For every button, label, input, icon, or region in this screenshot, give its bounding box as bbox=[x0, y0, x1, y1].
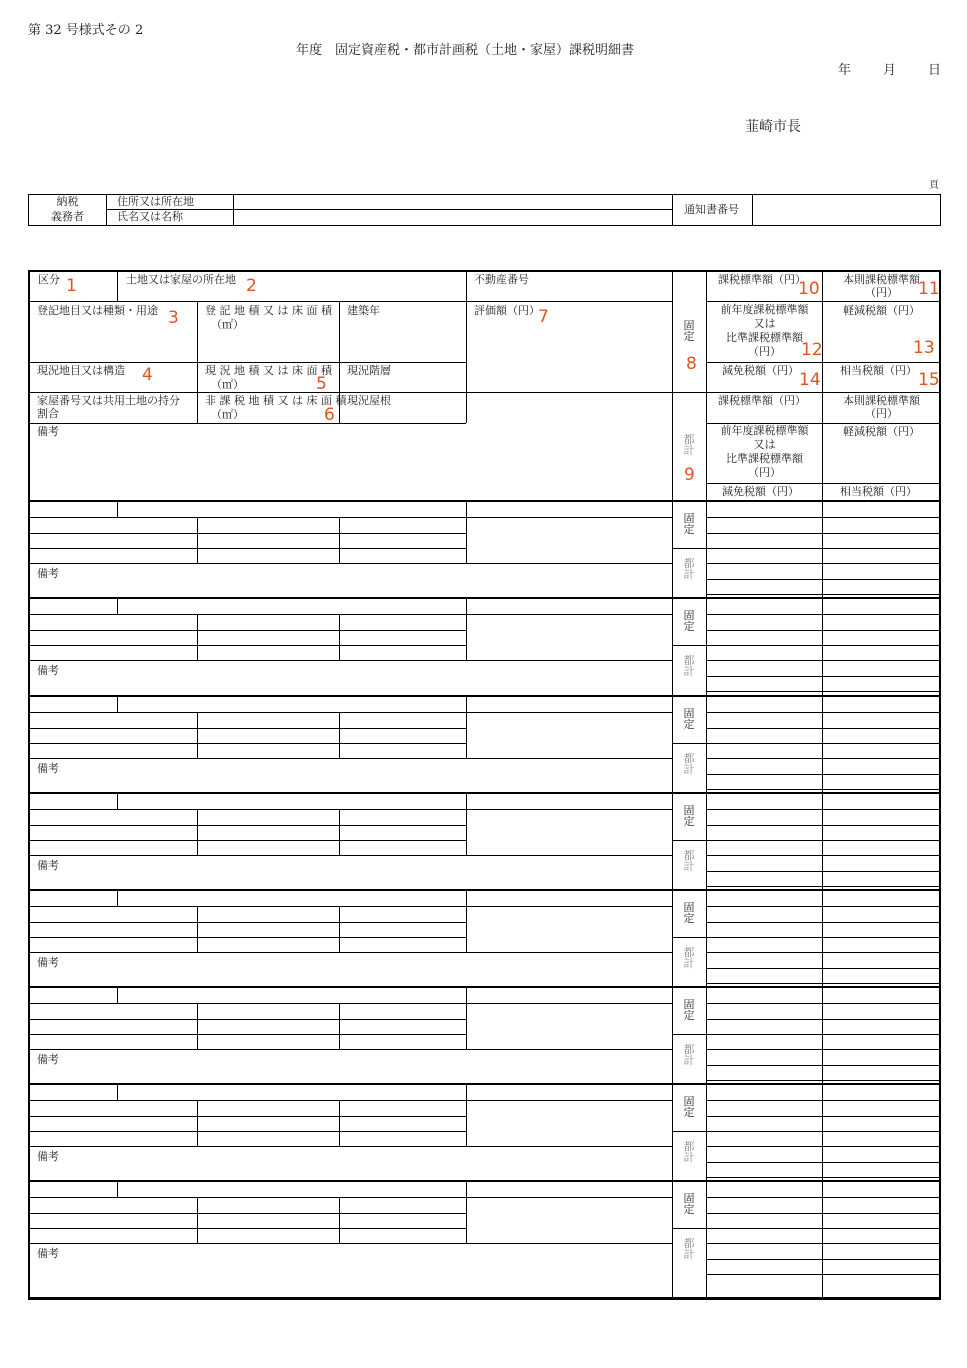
record-fixed-label: 固 定 bbox=[683, 512, 695, 536]
label-standard-base-fixed: 本則課税標準額 bbox=[843, 273, 920, 286]
record-remarks-label: 備考 bbox=[37, 1247, 59, 1260]
name-field[interactable] bbox=[234, 210, 671, 225]
label-current-floors: 現況階層 bbox=[347, 364, 391, 377]
label-exempt-tax-city: 減免税額（円） bbox=[722, 485, 799, 498]
marker-15: 15 bbox=[918, 370, 940, 390]
record-city-label: 都 計 bbox=[683, 1043, 695, 1067]
record-remarks-field[interactable] bbox=[29, 759, 671, 791]
taxpayer-label-1: 納税 bbox=[56, 195, 79, 208]
page-label: 頁 bbox=[929, 180, 939, 191]
label-equivalent-tax-city: 相当税額（円） bbox=[840, 485, 917, 498]
page-title: 年度 固定資産税・都市計画税（土地・家屋）課税明細書 bbox=[296, 43, 635, 58]
label-tax-base-city: 課税標準額（円） bbox=[718, 394, 806, 407]
notice-number-field[interactable] bbox=[753, 195, 940, 225]
issuer: 韮崎市長 bbox=[745, 119, 801, 135]
label-tax-base-fixed: 課税標準額（円） bbox=[718, 273, 806, 286]
label-built-year: 建築年 bbox=[347, 304, 380, 317]
name-label: 氏名又は名称 bbox=[117, 210, 183, 223]
taxpayer-label-2: 義務者 bbox=[51, 210, 84, 223]
label-prev-base-fixed-unit: （円） bbox=[748, 345, 781, 358]
marker-1: 1 bbox=[66, 276, 77, 296]
label-reduced-tax-city: 軽減税額（円） bbox=[843, 425, 920, 438]
record-remarks-field[interactable] bbox=[29, 661, 671, 694]
address-label: 住所又は所在地 bbox=[117, 195, 194, 208]
record-fixed-label: 固 定 bbox=[683, 998, 695, 1022]
label-prev-base-city-or: 又は bbox=[753, 438, 776, 451]
label-prev-base-city: 前年度課税標準額 bbox=[720, 424, 809, 437]
record-city-label: 都 計 bbox=[683, 752, 695, 776]
record-remarks-field[interactable] bbox=[29, 1050, 671, 1082]
marker-2: 2 bbox=[246, 276, 257, 296]
record-remarks-label: 備考 bbox=[37, 762, 59, 775]
marker-13: 13 bbox=[913, 338, 935, 358]
form-number: 第 32 号様式その 2 bbox=[28, 23, 144, 38]
label-exempt-tax-fixed: 減免税額（円） bbox=[722, 364, 799, 377]
label-registered-category: 登記地目又は種類・用途 bbox=[37, 304, 158, 317]
record-remarks-field[interactable] bbox=[29, 953, 671, 985]
marker-7: 7 bbox=[538, 307, 549, 327]
record-remarks-label: 備考 bbox=[37, 1053, 59, 1066]
label-current-area: 現 況 地 積 又 は 床 面 積 bbox=[205, 364, 332, 377]
label-appraisal: 評価額（円） bbox=[474, 304, 540, 317]
record-remarks-label: 備考 bbox=[37, 956, 59, 969]
record-remarks-label: 備考 bbox=[37, 567, 59, 580]
label-reduced-tax-fixed: 軽減税額（円） bbox=[843, 304, 920, 317]
record-remarks-label: 備考 bbox=[37, 1150, 59, 1163]
record-remarks-field[interactable] bbox=[29, 1147, 671, 1179]
record-remarks-field[interactable] bbox=[29, 856, 671, 888]
label-prev-base-fixed: 前年度課税標準額 bbox=[720, 303, 809, 316]
marker-3: 3 bbox=[168, 308, 179, 328]
label-nontax-area: 非 課 税 地 積 又 は 床 面 積 bbox=[205, 394, 347, 407]
record-fixed-label: 固 定 bbox=[683, 1095, 695, 1119]
label-fixed: 固 定 bbox=[683, 319, 695, 343]
date-month: 月 bbox=[883, 63, 897, 78]
label-location: 土地又は家屋の所在地 bbox=[126, 273, 236, 286]
marker-14: 14 bbox=[799, 370, 821, 390]
label-remarks: 備考 bbox=[37, 425, 59, 438]
marker-11: 11 bbox=[918, 279, 940, 299]
label-house-no-2: 割合 bbox=[37, 407, 59, 420]
label-standard-base-city: 本則課税標準額 bbox=[843, 394, 920, 407]
address-field[interactable] bbox=[234, 195, 671, 209]
label-equivalent-tax-fixed: 相当税額（円） bbox=[840, 364, 917, 377]
record-city-label: 都 計 bbox=[683, 557, 695, 581]
label-nontax-area-unit: （㎡） bbox=[211, 408, 244, 421]
record-fixed-label: 固 定 bbox=[683, 804, 695, 828]
notice-number-label: 通知書番号 bbox=[684, 203, 739, 216]
date-year: 年 bbox=[838, 63, 852, 78]
label-house-no: 家屋番号又は共用土地の持分 bbox=[37, 394, 180, 407]
marker-4: 4 bbox=[142, 365, 153, 385]
label-prev-base-fixed-ratio: 比準課税標準額 bbox=[726, 331, 803, 344]
label-prev-base-fixed-or: 又は bbox=[753, 317, 776, 330]
marker-5: 5 bbox=[316, 374, 327, 394]
record-remarks-field[interactable] bbox=[29, 564, 671, 596]
marker-12: 12 bbox=[801, 340, 823, 360]
record-remarks-label: 備考 bbox=[37, 664, 59, 677]
marker-8: 8 bbox=[686, 354, 697, 374]
label-prev-base-city-ratio: 比準課税標準額 bbox=[726, 452, 803, 465]
label-city: 都 計 bbox=[683, 433, 695, 457]
record-remarks-label: 備考 bbox=[37, 859, 59, 872]
label-standard-base-fixed-unit: （円） bbox=[865, 286, 898, 299]
record-remarks-field[interactable] bbox=[29, 1244, 671, 1296]
label-current-area-unit: （㎡） bbox=[211, 378, 244, 391]
record-city-label: 都 計 bbox=[683, 849, 695, 873]
record-city-label: 都 計 bbox=[683, 1237, 695, 1261]
record-fixed-label: 固 定 bbox=[683, 707, 695, 731]
record-fixed-label: 固 定 bbox=[683, 901, 695, 925]
label-prev-base-city-unit: （円） bbox=[748, 466, 781, 479]
label-real-estate-no: 不動産番号 bbox=[474, 273, 529, 286]
record-fixed-label: 固 定 bbox=[683, 1192, 695, 1216]
label-standard-base-city-unit: （円） bbox=[865, 407, 898, 420]
marker-10: 10 bbox=[798, 279, 820, 299]
label-registered-area-unit: （㎡） bbox=[211, 318, 244, 331]
label-current-category: 現況地目又は構造 bbox=[37, 364, 125, 377]
record-city-label: 都 計 bbox=[683, 654, 695, 678]
record-city-label: 都 計 bbox=[683, 946, 695, 970]
label-registered-area: 登 記 地 積 又 は 床 面 積 bbox=[205, 304, 332, 317]
label-current-roof: 現況屋根 bbox=[347, 394, 391, 407]
record-city-label: 都 計 bbox=[683, 1140, 695, 1164]
record-fixed-label: 固 定 bbox=[683, 609, 695, 633]
marker-6: 6 bbox=[324, 405, 335, 425]
label-kubun: 区分 bbox=[38, 273, 60, 286]
date-day: 日 bbox=[928, 63, 942, 78]
marker-9: 9 bbox=[684, 465, 695, 485]
